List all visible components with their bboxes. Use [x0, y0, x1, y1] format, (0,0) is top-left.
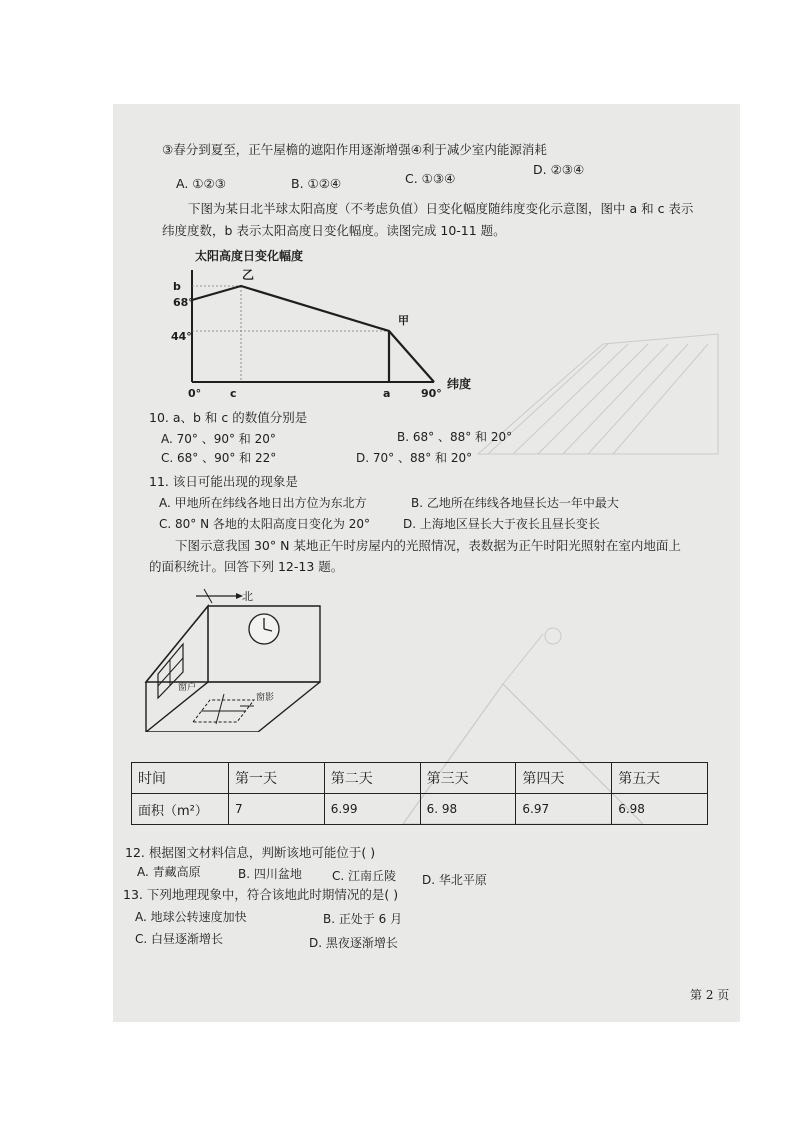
window-label: 窗户	[178, 683, 197, 693]
chart-title: 太阳高度日变化幅度	[195, 249, 304, 263]
passage-line: 下图示意我国 30° N 某地正午时房屋内的光照情况，表数据为正午时阳光照射在室内地面上	[175, 538, 681, 553]
option-c: C. 白昼逐渐增长	[135, 932, 224, 946]
passage-line: 纬度度数，b 表示太阳高度日变化幅度。读图完成 10-11 题。	[162, 223, 506, 238]
table-cell: 7	[229, 794, 325, 825]
option-d: D. 70° 、88° 和 20°	[356, 451, 473, 465]
question-stem: 13. 下列地理现象中，符合该地此时期情况的是( )	[123, 887, 399, 902]
table-row	[132, 794, 708, 825]
passage-line: 的面积统计。回答下列 12-13 题。	[149, 559, 344, 574]
option-a: A. 地球公转速度加快	[135, 910, 247, 924]
x-tick-label: 0°	[188, 387, 202, 400]
north-label: 北	[242, 590, 253, 603]
option-d: D. ②③④	[533, 162, 585, 177]
table-header-cell: 第三天	[420, 763, 516, 794]
question-stem: 12. 根据图文材料信息，判断该地可能位于( )	[125, 845, 376, 860]
table-row-label: 面积（m²）	[132, 794, 229, 825]
statement-line: ③春分到夏至，正午屋檐的遮阳作用逐渐增强④利于减少室内能源消耗	[162, 142, 547, 157]
option-b: B. 乙地所在纬线各地昼长达一年中最大	[411, 496, 619, 510]
shadow-label: 窗影	[256, 693, 275, 703]
x-axis-title: 纬度	[447, 377, 472, 391]
question-stem: 11. 该日可能出现的现象是	[149, 474, 298, 489]
option-a: A. 青藏高原	[137, 865, 201, 879]
option-a: A. 70° 、90° 和 20°	[161, 432, 276, 446]
option-c: C. 80° N 各地的太阳高度日变化为 20°	[159, 517, 370, 531]
area-table	[131, 762, 708, 825]
option-c: C. ①③④	[405, 171, 456, 186]
option-c: C. 68° 、90° 和 22°	[161, 451, 277, 465]
option-a: A. 甲地所在纬线各地日出方位为东北方	[159, 496, 367, 510]
table-header-cell: 第二天	[324, 763, 420, 794]
option-d: D. 黑夜逐渐增长	[309, 936, 398, 950]
point-label-yi: 乙	[242, 268, 255, 282]
y-tick-label: 68°	[173, 296, 194, 309]
option-d: D. 上海地区昼长大于夜长且昼长变长	[403, 517, 600, 531]
table-header-cell: 第四天	[516, 763, 612, 794]
exam-page	[113, 104, 740, 1022]
question-stem: 10. a、b 和 c 的数值分别是	[149, 410, 308, 425]
x-tick-label: a	[383, 387, 391, 400]
passage-line: 下图为某日北半球太阳高度（不考虑负值）日变化幅度随纬度变化示意图，图中 a 和 c 表示	[188, 201, 694, 216]
table-cell: 6. 98	[420, 794, 516, 825]
x-tick-label: 90°	[421, 387, 442, 400]
table-header-cell: 第五天	[612, 763, 708, 794]
option-b: B. 正处于 6 月	[323, 912, 403, 926]
y-tick-label: 44°	[171, 330, 192, 343]
page-number: 第 2 页	[690, 988, 730, 1002]
table-cell: 6.98	[612, 794, 708, 825]
table-cell: 6.99	[324, 794, 420, 825]
option-b: B. 68° 、88° 和 20°	[397, 430, 513, 444]
room-diagram	[138, 582, 338, 732]
table-cell: 6.97	[516, 794, 612, 825]
option-a: A. ①②③	[176, 176, 226, 191]
side-wall	[146, 606, 208, 732]
option-d: D. 华北平原	[422, 873, 487, 887]
y-tick-label: b	[173, 280, 181, 293]
point-label-jia: 甲	[398, 314, 409, 327]
option-b: B. ①②④	[291, 176, 342, 191]
table-header-cell: 时间	[132, 763, 229, 794]
x-tick-label: c	[230, 387, 237, 400]
data-line	[192, 286, 434, 382]
sun-altitude-chart	[159, 244, 509, 404]
option-c: C. 江南丘陵	[332, 869, 397, 883]
option-b: B. 四川盆地	[238, 867, 302, 881]
table-header-cell: 第一天	[229, 763, 325, 794]
table-header-row	[132, 763, 708, 794]
